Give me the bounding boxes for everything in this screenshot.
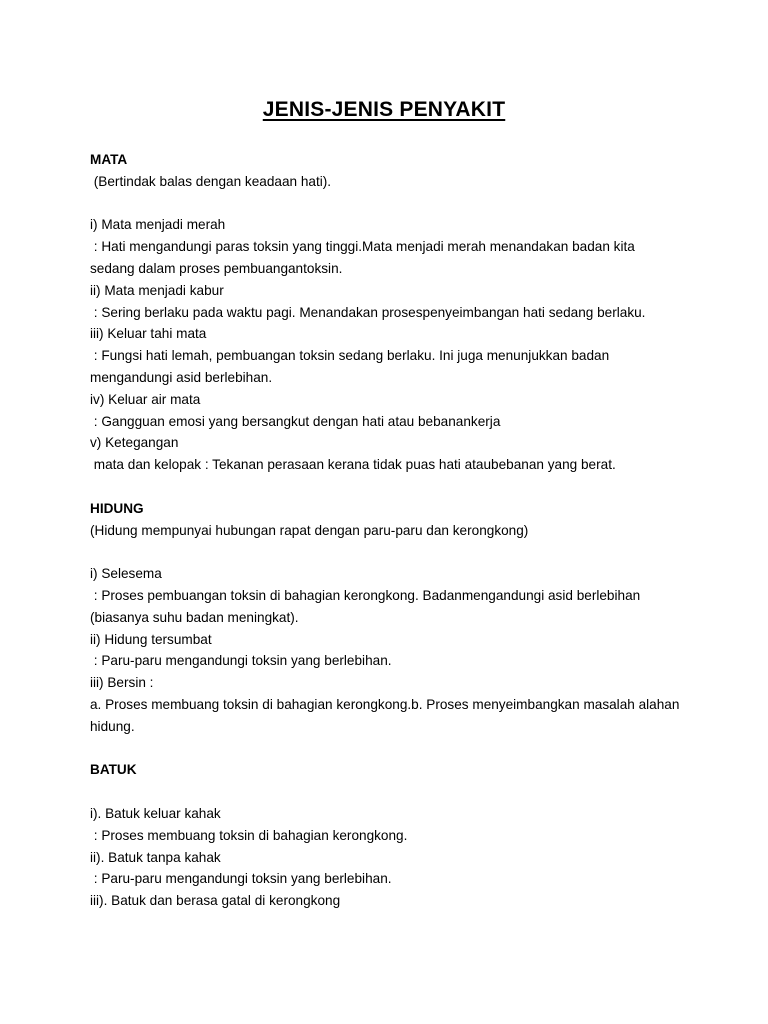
blank-line bbox=[90, 476, 690, 498]
body-line: ii) Hidung tersumbat bbox=[90, 631, 212, 647]
body-line: : Paru-paru mengandungi toksin yang berlebihan. bbox=[90, 653, 392, 669]
body-line: i) Selesema bbox=[90, 566, 162, 582]
body-line: a. Proses membuang toksin di bahagian kerongkong.b. Proses menyeimbangkan masalah alahan bbox=[90, 696, 680, 712]
section-heading: MATA bbox=[90, 152, 128, 167]
body-line: iv) Keluar air mata bbox=[90, 391, 201, 407]
body-line: : Hati mengandungi paras toksin yang tinggi.Mata menjadi merah menandakan badan kita bbox=[90, 239, 635, 255]
body-line: : Gangguan emosi yang bersangkut dengan hati atau bebanankerja bbox=[90, 413, 501, 429]
body-line: (Bertindak balas dengan keadaan hati). bbox=[90, 173, 332, 189]
body-line: v) Ketegangan bbox=[90, 435, 179, 451]
body-line: : Proses membuang toksin di bahagian kerongkong. bbox=[90, 827, 408, 843]
body-line: mata dan kelopak : Tekanan perasaan kerana tidak puas hati ataubebanan yang berat. bbox=[90, 457, 616, 473]
blank-line bbox=[90, 738, 690, 760]
body-line: : Sering berlaku pada waktu pagi. Menandakan prosespenyeimbangan hati sedang berlaku. bbox=[90, 304, 646, 320]
body-line: sedang dalam proses pembuangantoksin. bbox=[90, 260, 343, 276]
body-line: : Fungsi hati lemah, pembuangan toksin sedang berlaku. Ini juga menunjukkan badan bbox=[90, 348, 610, 364]
document-body bbox=[90, 149, 690, 912]
body-line: : Paru-paru mengandungi toksin yang berlebihan. bbox=[90, 871, 392, 887]
body-line: hidung. bbox=[90, 718, 135, 734]
blank-line bbox=[90, 193, 690, 215]
body-line: iii) Keluar tahi mata bbox=[90, 326, 207, 342]
body-line: (biasanya suhu badan meningkat). bbox=[90, 609, 299, 625]
body-line: ii). Batuk tanpa kahak bbox=[90, 849, 221, 865]
document-title: JENIS-JENIS PENYAKIT bbox=[262, 98, 506, 121]
body-line: i) Mata menjadi merah bbox=[90, 217, 226, 233]
body-line: iii). Batuk dan berasa gatal di kerongkong bbox=[90, 893, 341, 909]
body-line: i). Batuk keluar kahak bbox=[90, 805, 221, 821]
body-line: (Hidung mempunyai hubungan rapat dengan paru-paru dan kerongkong) bbox=[90, 522, 529, 538]
blank-line bbox=[90, 781, 690, 803]
body-line: mengandungi asid berlebihan. bbox=[90, 369, 273, 385]
blank-line bbox=[90, 541, 690, 563]
section-heading: HIDUNG bbox=[90, 500, 144, 516]
section-heading: BATUK bbox=[90, 762, 137, 778]
body-line: : Proses pembuangan toksin di bahagian kerongkong. Badanmengandungi asid berlebihan bbox=[90, 587, 641, 603]
body-line: iii) Bersin : bbox=[90, 675, 154, 691]
body-line: ii) Mata menjadi kabur bbox=[90, 282, 224, 298]
